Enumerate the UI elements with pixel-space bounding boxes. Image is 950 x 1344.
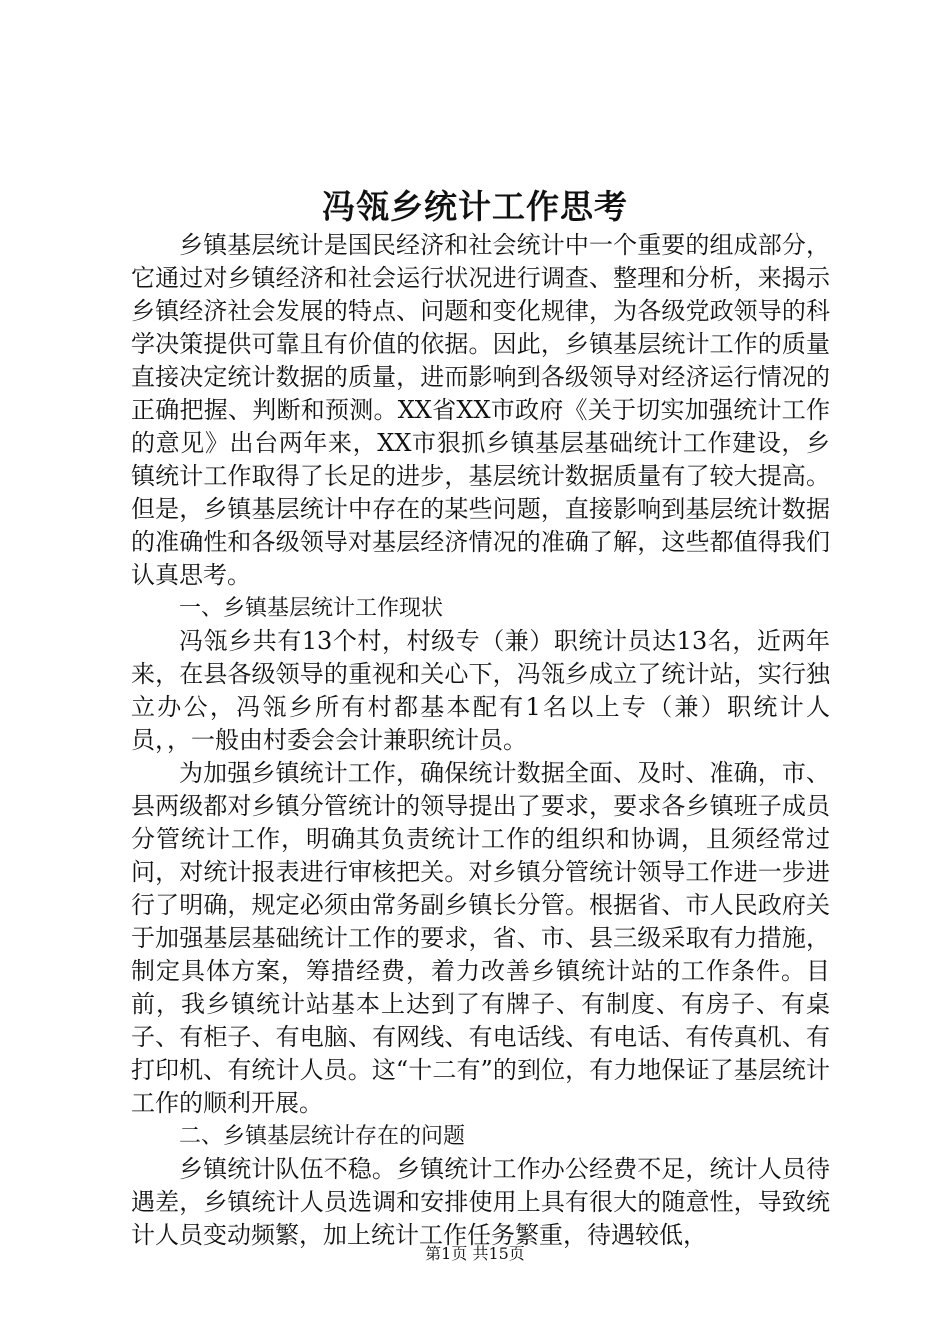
- section-heading-status: 一、乡镇基层统计工作现状: [179, 596, 444, 621]
- section-heading-problems: 二、乡镇基层统计存在的问题: [179, 1124, 466, 1149]
- document-title: 冯瓴乡统计工作思考: [322, 187, 628, 226]
- paragraph-intro: 乡镇基层统计是国民经济和社会统计中一个重要的组成部分，它通过对乡镇经济和社会运行状况进行调查、整理和分析，来揭示乡镇经济社会发展的特点、问题和变化规律，为各级党政领导的科学决策提供可靠且有价值的依据。因此，乡镇基层统计工作的质量直接决定统计数据的质量，进而影响到各级领导对经济运行情况的正确把握、判断和预测。XX省XX市政府《关于切实加强统计工作的意见》出台两年来，XX市狠抓乡镇基层基础统计工作建设，乡镇统计工作取得了长足的进步，基层统计数据质量有了较大提高。但是，乡镇基层统计中存在的某些问题，直接影响到基层统计数据的准确性和各级领导对基层经济情况的准确了解，这些都值得我们认真思考。: [131, 231, 830, 589]
- page-footer: 第1页 共15页: [425, 1244, 525, 1263]
- document-body: [131, 229, 830, 1252]
- paragraph-status-2: 为加强乡镇统计工作，确保统计数据全面、及时、准确，市、县两级都对乡镇分管统计的领导提出了要求，要求各乡镇班子成员分管统计工作，明确其负责统计工作的组织和协调，且须经常过问，对统计报表进行审核把关。对乡镇分管统计领导工作进一步进行了明确，规定必须由常务副乡镇长分管。根据省、市人民政府关于加强基层基础统计工作的要求，省、市、县三级采取有力措施，制定具体方案，筹措经费，着力改善乡镇统计站的工作条件。目前，我乡镇统计站基本上达到了有牌子、有制度、有房子、有桌子、有柜子、有电脑、有网线、有电话线、有电话、有传真机、有打印机、有统计人员。这“十二有”的到位，有力地保证了基层统计工作的顺利开展。: [131, 759, 830, 1117]
- paragraph-status-1: 冯瓴乡共有13个村，村级专（兼）职统计员达13名，近两年来，在县各级领导的重视和关心下，冯瓴乡成立了统计站，实行独立办公，冯瓴乡所有村都基本配有1名以上专（兼）职统计人员，，一般由村委会会计兼职统计员。: [131, 627, 830, 754]
- paragraph-problems-1: 乡镇统计队伍不稳。乡镇统计工作办公经费不足，统计人员待遇差，乡镇统计人员选调和安排使用上具有很大的随意性，导致统计人员变动频繁，加上统计工作任务繁重，待遇较低，: [131, 1155, 830, 1249]
